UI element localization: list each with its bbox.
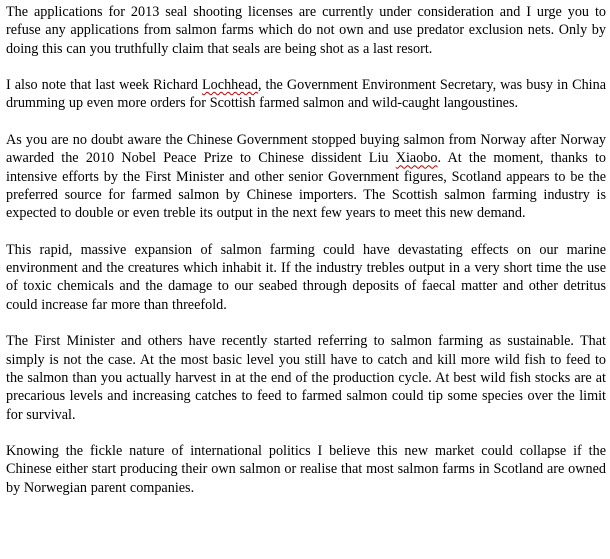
paragraph-rapid-expansion: This rapid, massive expansion of salmon farming could have devastating effects on our marine environment and the creatures which inhabit it. If the industry trebles output in a very short time the use of toxic chemicals and the damage to our seabed through deposits of faecal matter and other detritus could increase far more than threefold. [6, 241, 606, 313]
paragraph-market-collapse: Knowing the fickle nature of international politics I believe this new market could collapse if the Chinese either start producing their own salmon or realise that most salmon farms in Scotland are owned by Norwegian parent companies. [6, 443, 606, 496]
paragraph-text: I also note that last week Richard [6, 77, 203, 94]
paragraph-lochhead-china [6, 76, 606, 113]
paragraph-text: . At the moment, thanks to intensive efforts by the First Minister and other senior Government figures, Scotland appears to be the preferred source for farmed salmon by Chinese importers. The Scottish salmon farming industry is expected to double or even treble its output in the next few years to meet this new demand. [6, 150, 606, 222]
paragraph-text: , the Government Environment Secretary, was busy in China drumming up even more orders for Scottish farmed salmon and wild-caught langoustines. [6, 77, 607, 112]
spellcheck-flagged-word[interactable]: Xiaobo [395, 150, 438, 167]
paragraph-chinese-government [6, 131, 606, 222]
paragraph-sustainability: The First Minister and others have recently started referring to salmon farming as sustainable. That simply is not the case. At the most basic level you still have to catch and kill more wild fish to feed to the salmon than you actually harvest in at the end of the production cycle. At best wild fish stocks are at precarious levels and increasing catches to feed to farmed salmon could tip some species over the limit for survival. [6, 333, 606, 423]
paragraph-seal-licenses: The applications for 2013 seal shooting licenses are currently under consideration and I urge you to refuse any applications from salmon farms which do not own and use predator exclusion nets. Only by doing this can you truthfully claim that seals are being shot as a last resort. [6, 4, 606, 57]
letter-document [6, 3, 606, 497]
spellcheck-flagged-word[interactable]: Lochhead [202, 77, 258, 94]
paragraph-text: As you are no doubt aware the Chinese Government stopped buying salmon from Norway after Norway awarded the 2010 Nobel Peace Prize to Chinese dissident Liu [6, 132, 606, 167]
